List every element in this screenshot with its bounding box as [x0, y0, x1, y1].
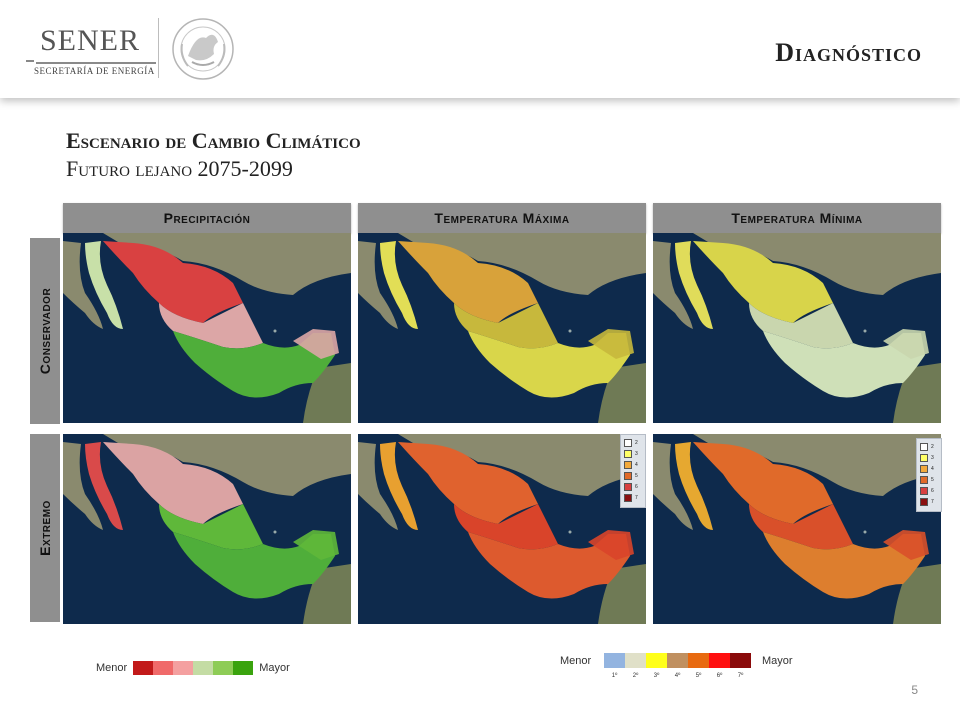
- mini-legend-row: [624, 481, 645, 492]
- legend-temp-cell: [667, 653, 688, 668]
- legend-precip-cell: [233, 661, 253, 675]
- legend-temp-tick: 3º: [653, 673, 660, 679]
- mini-legend-label: 7: [635, 494, 638, 501]
- legend-temp-cell: [730, 653, 751, 668]
- mini-legend-label: 5: [635, 472, 638, 479]
- legend-temp-cell: [646, 653, 667, 668]
- legend-temp-tick: 7º: [737, 673, 744, 679]
- mini-legend-label: 2: [931, 443, 934, 450]
- sener-logo-wordmark: SENER: [40, 24, 141, 57]
- row-header-extremo: Extremo: [30, 434, 60, 622]
- mini-legend-swatch: [920, 454, 928, 462]
- mini-legend-label: 2: [635, 439, 638, 446]
- island-dot: [569, 531, 572, 534]
- mini-legend-row: [920, 441, 941, 452]
- legend-precip-scale: [133, 661, 253, 675]
- mini-legend-label: 4: [931, 465, 934, 472]
- mini-legend-row: [624, 459, 645, 470]
- mini-legend-swatch: [624, 483, 632, 491]
- legend-precip-cell: [153, 661, 173, 675]
- legend-temp-cell: [625, 653, 646, 668]
- sener-logo: [22, 22, 155, 78]
- legend-precip-cell: [173, 661, 193, 675]
- mexico-map-svg: [358, 233, 646, 423]
- mini-legend-swatch: [624, 450, 632, 458]
- mini-legend-label: 6: [931, 487, 934, 494]
- map-extremo-temperatura-minima: [653, 434, 941, 624]
- legend-temp-tick: 1º: [611, 673, 618, 679]
- legend-temp-tick: 2º: [632, 673, 639, 679]
- island-dot: [274, 531, 277, 534]
- mexico-map-svg: [653, 233, 941, 423]
- map-conservador-temperatura-maxima: [358, 233, 646, 423]
- page-title: Diagnóstico: [775, 38, 922, 67]
- legend-temp-cell: [688, 653, 709, 668]
- mini-legend-row: [920, 463, 941, 474]
- legend-temp-tick: 5º: [695, 673, 702, 679]
- mini-legend-row: [920, 452, 941, 463]
- legend-precip-cell: [133, 661, 153, 675]
- island-dot: [274, 330, 277, 333]
- mini-legend-label: 4: [635, 461, 638, 468]
- mini-legend-label: 5: [931, 476, 934, 483]
- mini-legend-swatch: [624, 494, 632, 502]
- mini-legend-label: 7: [931, 498, 934, 505]
- mexico-seal-icon: [168, 16, 238, 82]
- header-divider: [158, 18, 159, 78]
- legend-temp-cell: [604, 653, 625, 668]
- mexico-map-svg: [358, 434, 646, 624]
- legend-temp-tick: 4º: [674, 673, 681, 679]
- section-subtitle: Futuro lejano 2075-2099: [66, 156, 293, 181]
- mini-legend-row: [920, 474, 941, 485]
- map-mini-legend-tmax: [620, 434, 646, 508]
- section-title: Escenario de Cambio Climático: [66, 128, 361, 153]
- mini-legend-swatch: [920, 498, 928, 506]
- page-number: 5: [911, 683, 918, 697]
- island-dot: [864, 330, 867, 333]
- mini-legend-swatch: [920, 487, 928, 495]
- mexico-map-svg: [63, 434, 351, 624]
- map-extremo-temperatura-maxima: [358, 434, 646, 624]
- mini-legend-swatch: [920, 465, 928, 473]
- legend-precip-cell: [193, 661, 213, 675]
- legend-temp-menor: Menor: [560, 655, 592, 667]
- mini-legend-label: 3: [635, 450, 638, 457]
- legend-precipitacion: [96, 660, 290, 676]
- island-dot: [864, 531, 867, 534]
- mini-legend-row: [624, 448, 645, 459]
- mini-legend-row: [624, 437, 645, 448]
- map-conservador-precipitacion: [63, 233, 351, 423]
- legend-temp-ticks: [604, 673, 751, 679]
- legend-precip-mayor: Mayor: [259, 662, 290, 674]
- mini-legend-row: [920, 496, 941, 507]
- mini-legend-row: [624, 492, 645, 503]
- mini-legend-swatch: [624, 461, 632, 469]
- mini-legend-swatch: [624, 439, 632, 447]
- column-header-precipitacion: Precipitación: [63, 203, 351, 233]
- mexico-map-svg: [63, 233, 351, 423]
- mini-legend-row: [920, 485, 941, 496]
- legend-precip-cell: [213, 661, 233, 675]
- mexico-map-svg: [653, 434, 941, 624]
- legend-temp-mayor: Mayor: [762, 655, 793, 667]
- row-header-conservador: Conservador: [30, 238, 60, 424]
- mini-legend-swatch: [920, 443, 928, 451]
- mini-legend-swatch: [920, 476, 928, 484]
- legend-precip-menor: Menor: [96, 662, 128, 674]
- map-mini-legend-tmin: [916, 438, 942, 512]
- mini-legend-row: [624, 470, 645, 481]
- mini-legend-label: 6: [635, 483, 638, 490]
- header-bar: [0, 0, 960, 98]
- island-dot: [569, 330, 572, 333]
- map-conservador-temperatura-minima: [653, 233, 941, 423]
- legend-temp-cell: [709, 653, 730, 668]
- legend-temp-scale: [604, 653, 751, 668]
- column-header-temperatura-minima: Temperatura Mínima: [653, 203, 941, 233]
- mini-legend-swatch: [624, 472, 632, 480]
- legend-temp-tick: 6º: [716, 673, 723, 679]
- column-header-temperatura-maxima: Temperatura Máxima: [358, 203, 646, 233]
- sener-logo-subtitle: SECRETARÍA DE ENERGÍA: [34, 66, 155, 76]
- mini-legend-label: 3: [931, 454, 934, 461]
- map-extremo-precipitacion: [63, 434, 351, 624]
